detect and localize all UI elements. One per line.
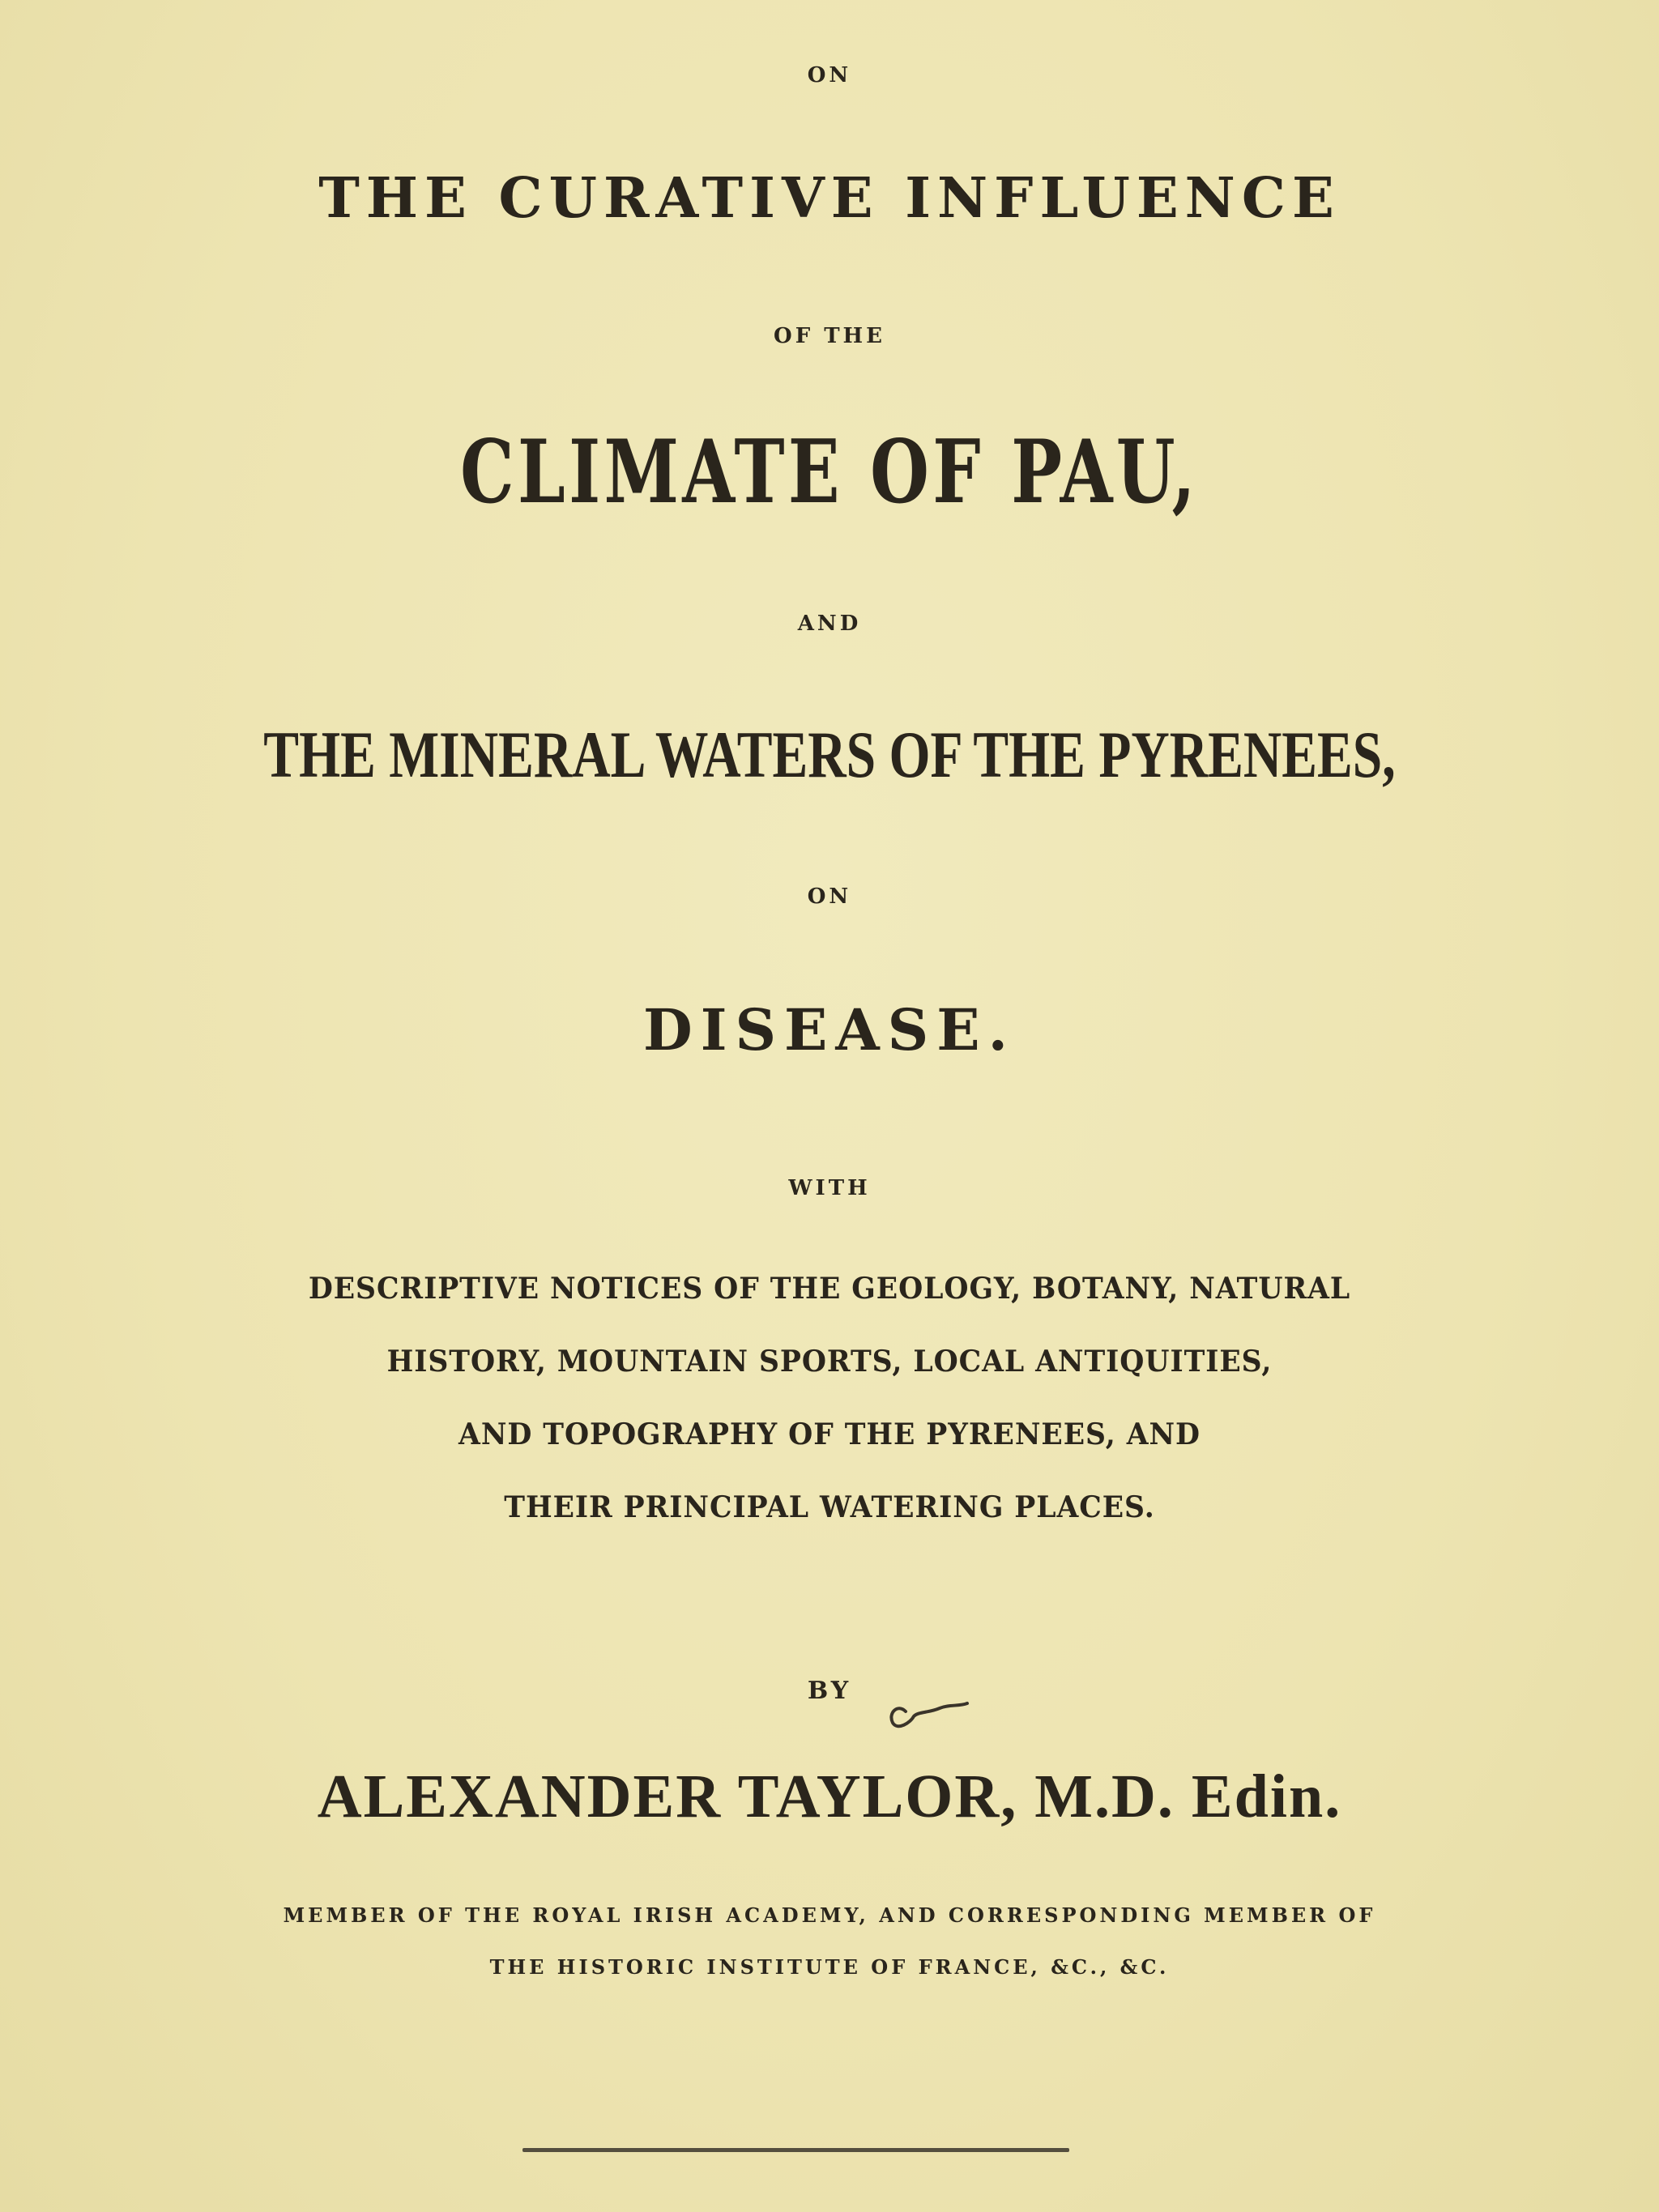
description-line-2: HISTORY, MOUNTAIN SPORTS, LOCAL ANTIQUITIES, [386, 1345, 1273, 1379]
title-disease: DISEASE. [643, 996, 1016, 1063]
author-name: ALEXANDER TAYLOR, M.D. Edin. [317, 1762, 1342, 1831]
horizontal-rule [522, 2148, 1069, 2152]
title-mineral-waters: THE MINERAL WATERS OF THE PYRENEES, [263, 718, 1396, 791]
title-curative-influence: THE CURATIVE INFLUENCE [318, 166, 1341, 231]
description-line-3: AND TOPOGRAPHY OF THE PYRENEES, AND [458, 1417, 1201, 1451]
handwritten-mark [883, 1689, 976, 1733]
word-on-second: ON [807, 884, 852, 909]
description-line-1: DESCRIPTIVE NOTICES OF THE GEOLOGY, BOTANY, NATURAL [308, 1272, 1351, 1306]
description-line-4: THEIR PRINCIPAL WATERING PLACES. [504, 1490, 1155, 1524]
membership-line-1: MEMBER OF THE ROYAL IRISH ACADEMY, AND CORRESPONDING MEMBER OF [283, 1903, 1376, 1927]
membership-line-2: THE HISTORIC INSTITUTE OF FRANCE, &C., &C. [489, 1955, 1170, 1979]
word-on: ON [807, 63, 852, 87]
word-of-the: OF THE [774, 324, 885, 348]
word-with: WITH [788, 1176, 871, 1200]
word-and: AND [797, 612, 862, 636]
title-climate-of-pau: CLIMATE OF PAU, [460, 421, 1199, 523]
word-by: BY [807, 1677, 852, 1705]
